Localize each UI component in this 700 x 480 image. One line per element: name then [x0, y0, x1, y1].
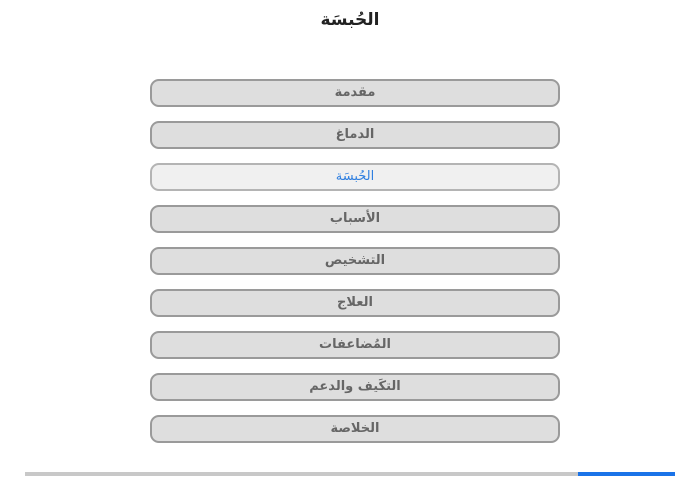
- menu-item-aphasia[interactable]: الحُبسَة: [150, 163, 560, 191]
- progress-bar-fill: [578, 472, 676, 476]
- chapter-menu: [150, 79, 560, 457]
- menu-item-complications[interactable]: المُضاعفات: [150, 331, 560, 359]
- menu-item-summary[interactable]: الخلاصة: [150, 415, 560, 443]
- menu-item-coping-support[interactable]: التكَيف والدعم: [150, 373, 560, 401]
- page-title: الحُبسَة: [320, 10, 380, 30]
- menu-item-diagnosis[interactable]: التشخيص: [150, 247, 560, 275]
- menu-item-brain[interactable]: الدماغ: [150, 121, 560, 149]
- menu-item-causes[interactable]: الأسباب: [150, 205, 560, 233]
- menu-item-introduction[interactable]: مقدمة: [150, 79, 560, 107]
- menu-item-treatment[interactable]: العلاج: [150, 289, 560, 317]
- progress-bar: [25, 472, 675, 476]
